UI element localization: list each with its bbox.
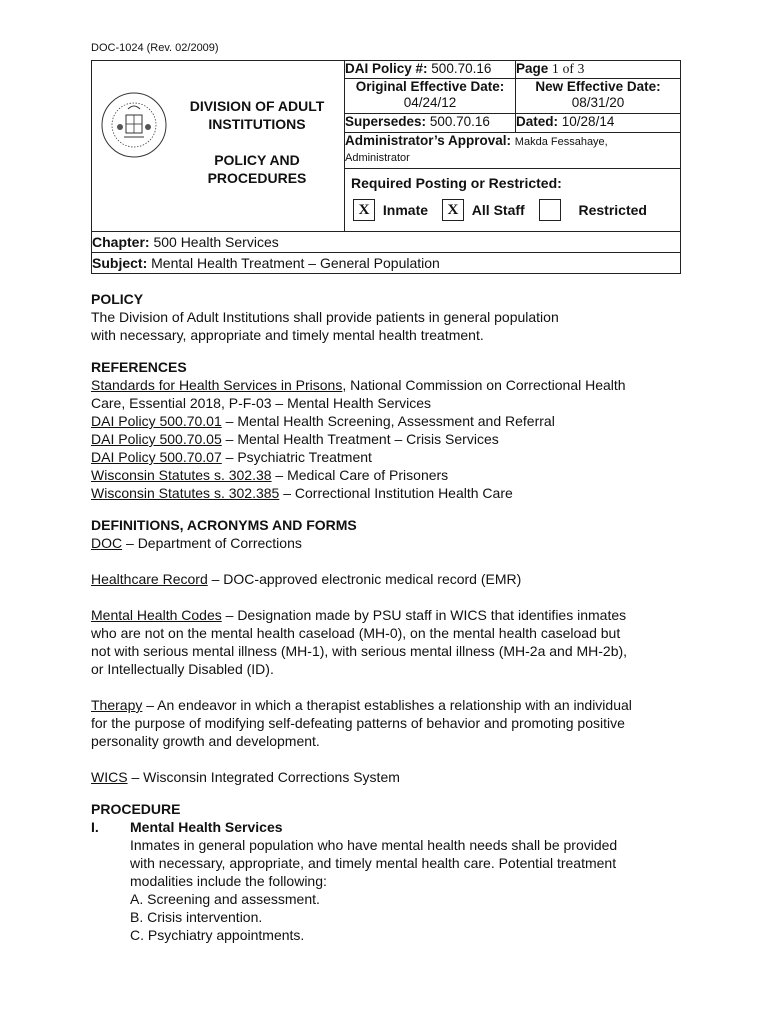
chapter-row [92, 232, 681, 253]
dated-label: Dated: [516, 114, 559, 130]
procedure-text-line: Inmates in general population who have mental health needs shall be provided [130, 837, 618, 853]
reference-link[interactable]: DAI Policy 500.70.07 [91, 449, 222, 465]
policy-number-value: 500.70.16 [431, 61, 492, 76]
reference-text: – Psychiatric Treatment [221, 449, 372, 465]
page-number: 1 [552, 61, 559, 76]
chapter-label: Chapter: [92, 234, 150, 250]
procedure-body [91, 836, 691, 944]
procedure-section [91, 800, 691, 944]
administrator-title: Administrator [345, 151, 410, 164]
definition-term[interactable]: Healthcare Record [91, 571, 208, 587]
policy-number-cell [345, 61, 516, 79]
page-total: 3 [577, 61, 585, 76]
reference-link[interactable]: DAI Policy 500.70.05 [91, 431, 222, 447]
procedure-list-item: C. Psychiatry appointments. [130, 927, 305, 943]
approval-cell [345, 132, 681, 168]
original-date-cell [345, 79, 516, 114]
reference-text: – Medical Care of Prisoners [271, 467, 449, 483]
references-heading: REFERENCES [91, 359, 187, 375]
reference-link[interactable]: Wisconsin Statutes s. 302.385 [91, 485, 280, 501]
definition-item [91, 606, 691, 624]
restricted-checkbox[interactable] [539, 199, 561, 221]
reference-item-continuation: Care, Essential 2018, P-F-03 – Mental Health Services [91, 395, 432, 411]
procedure-list-item: B. Crisis intervention. [130, 909, 263, 925]
state-seal-icon [100, 91, 168, 159]
policy-section [91, 290, 691, 344]
procedure-title: Mental Health Services [130, 819, 283, 835]
definition-text: – Wisconsin Integrated Corrections System [127, 769, 400, 785]
reference-text: , National Commission on Correctional Health [342, 377, 626, 393]
reference-item [91, 412, 691, 430]
definition-term[interactable]: Mental Health Codes [91, 607, 222, 623]
posting-checkboxes [345, 193, 680, 223]
definition-text: – DOC-approved electronic medical record (EMR) [207, 571, 522, 587]
definitions-heading: DEFINITIONS, ACRONYMS AND FORMS [91, 517, 357, 533]
posting-label: Required Posting or Restricted: [351, 175, 562, 191]
reference-link[interactable]: Standards for Health Services in Prisons [91, 377, 343, 393]
definition-continuation: or Intellectually Disabled (ID). [91, 661, 274, 677]
definition-text: – Designation made by PSU staff in WICS that identifies inmates [221, 607, 627, 623]
definitions-section [91, 516, 691, 786]
supersedes-label: Supersedes: [345, 114, 427, 130]
approval-label: Administrator’s Approval: [345, 132, 512, 148]
definition-text: – Department of Corrections [122, 535, 302, 551]
new-date-value: 08/31/20 [571, 95, 625, 111]
definition-term[interactable]: WICS [91, 769, 128, 785]
subject-row [92, 253, 681, 274]
document-body [91, 290, 691, 944]
division-cell [92, 61, 345, 232]
definition-term[interactable]: Therapy [91, 697, 143, 713]
page-label: Page [516, 61, 549, 76]
definition-item [91, 570, 691, 588]
reference-link[interactable]: Wisconsin Statutes s. 302.38 [91, 467, 272, 483]
all-staff-label: All Staff [471, 202, 525, 218]
definition-item [91, 696, 691, 714]
procedure-text-line: with necessary, appropriate, and timely mental health care. Potential treatment [130, 855, 617, 871]
original-date-value: 04/24/12 [403, 95, 457, 111]
reference-item [91, 430, 691, 448]
subject-label: Subject: [92, 255, 148, 271]
posting-cell [345, 169, 681, 232]
restricted-label: Restricted [578, 202, 647, 218]
references-section [91, 358, 691, 502]
reference-link[interactable]: DAI Policy 500.70.01 [91, 413, 222, 429]
reference-item [91, 466, 691, 484]
supersedes-cell [345, 114, 516, 132]
inmate-label: Inmate [382, 202, 429, 218]
definition-continuation: who are not on the mental health caseload (MH-0), on the mental health caseload but [91, 625, 621, 641]
procedure-item [91, 818, 691, 836]
reference-text: – Correctional Institution Health Care [279, 485, 513, 501]
procedure-text-line: modalities include the following: [130, 873, 327, 889]
reference-text: – Mental Health Screening, Assessment and Referral [221, 413, 555, 429]
definition-text: – An endeavor in which a therapist establishes a relationship with an individual [142, 697, 632, 713]
procedure-heading: PROCEDURE [91, 801, 181, 817]
page-of: of [562, 61, 574, 76]
policy-number-label: DAI Policy #: [345, 61, 428, 76]
administrator-name: Makda Fessahaye, [514, 135, 608, 148]
inmate-checkbox[interactable]: X [353, 199, 375, 221]
subject-value: Mental Health Treatment – General Population [151, 255, 440, 271]
new-date-label: New Effective Date: [535, 79, 661, 95]
reference-text: – Mental Health Treatment – Crisis Services [221, 431, 499, 447]
reference-item [91, 376, 691, 394]
page-cell [516, 61, 681, 79]
procedure-number: I. [91, 819, 99, 835]
supersedes-value: 500.70.16 [429, 114, 490, 130]
policy-heading: POLICY [91, 291, 144, 307]
division-title: DIVISION OF ADULT INSTITUTIONS [189, 98, 325, 132]
reference-item [91, 484, 691, 502]
definition-continuation: not with serious mental illness (MH-1), with serious mental illness (MH-2a and MH-2b), [91, 643, 628, 659]
form-number: DOC-1024 (Rev. 02/2009) [91, 42, 219, 54]
new-date-cell [516, 79, 681, 114]
definition-term[interactable]: DOC [91, 535, 123, 551]
dated-cell [516, 114, 681, 132]
original-date-label: Original Effective Date: [355, 79, 505, 95]
policy-header-table [91, 60, 681, 274]
definition-continuation: personality growth and development. [91, 733, 320, 749]
all-staff-checkbox[interactable]: X [442, 199, 464, 221]
definition-continuation: for the purpose of modifying self-defeating patterns of behavior and promoting positive [91, 715, 625, 731]
definition-item [91, 768, 691, 786]
policy-procedures-title: POLICY AND PROCEDURES [207, 152, 307, 186]
reference-item [91, 448, 691, 466]
chapter-value: 500 Health Services [153, 234, 279, 250]
procedure-list-item: A. Screening and assessment. [130, 891, 320, 907]
policy-text-line: The Division of Adult Institutions shall provide patients in general population [91, 309, 559, 325]
policy-text-line: with necessary, appropriate and timely mental health treatment. [91, 327, 484, 343]
definition-item [91, 534, 691, 552]
dated-value: 10/28/14 [561, 114, 615, 130]
